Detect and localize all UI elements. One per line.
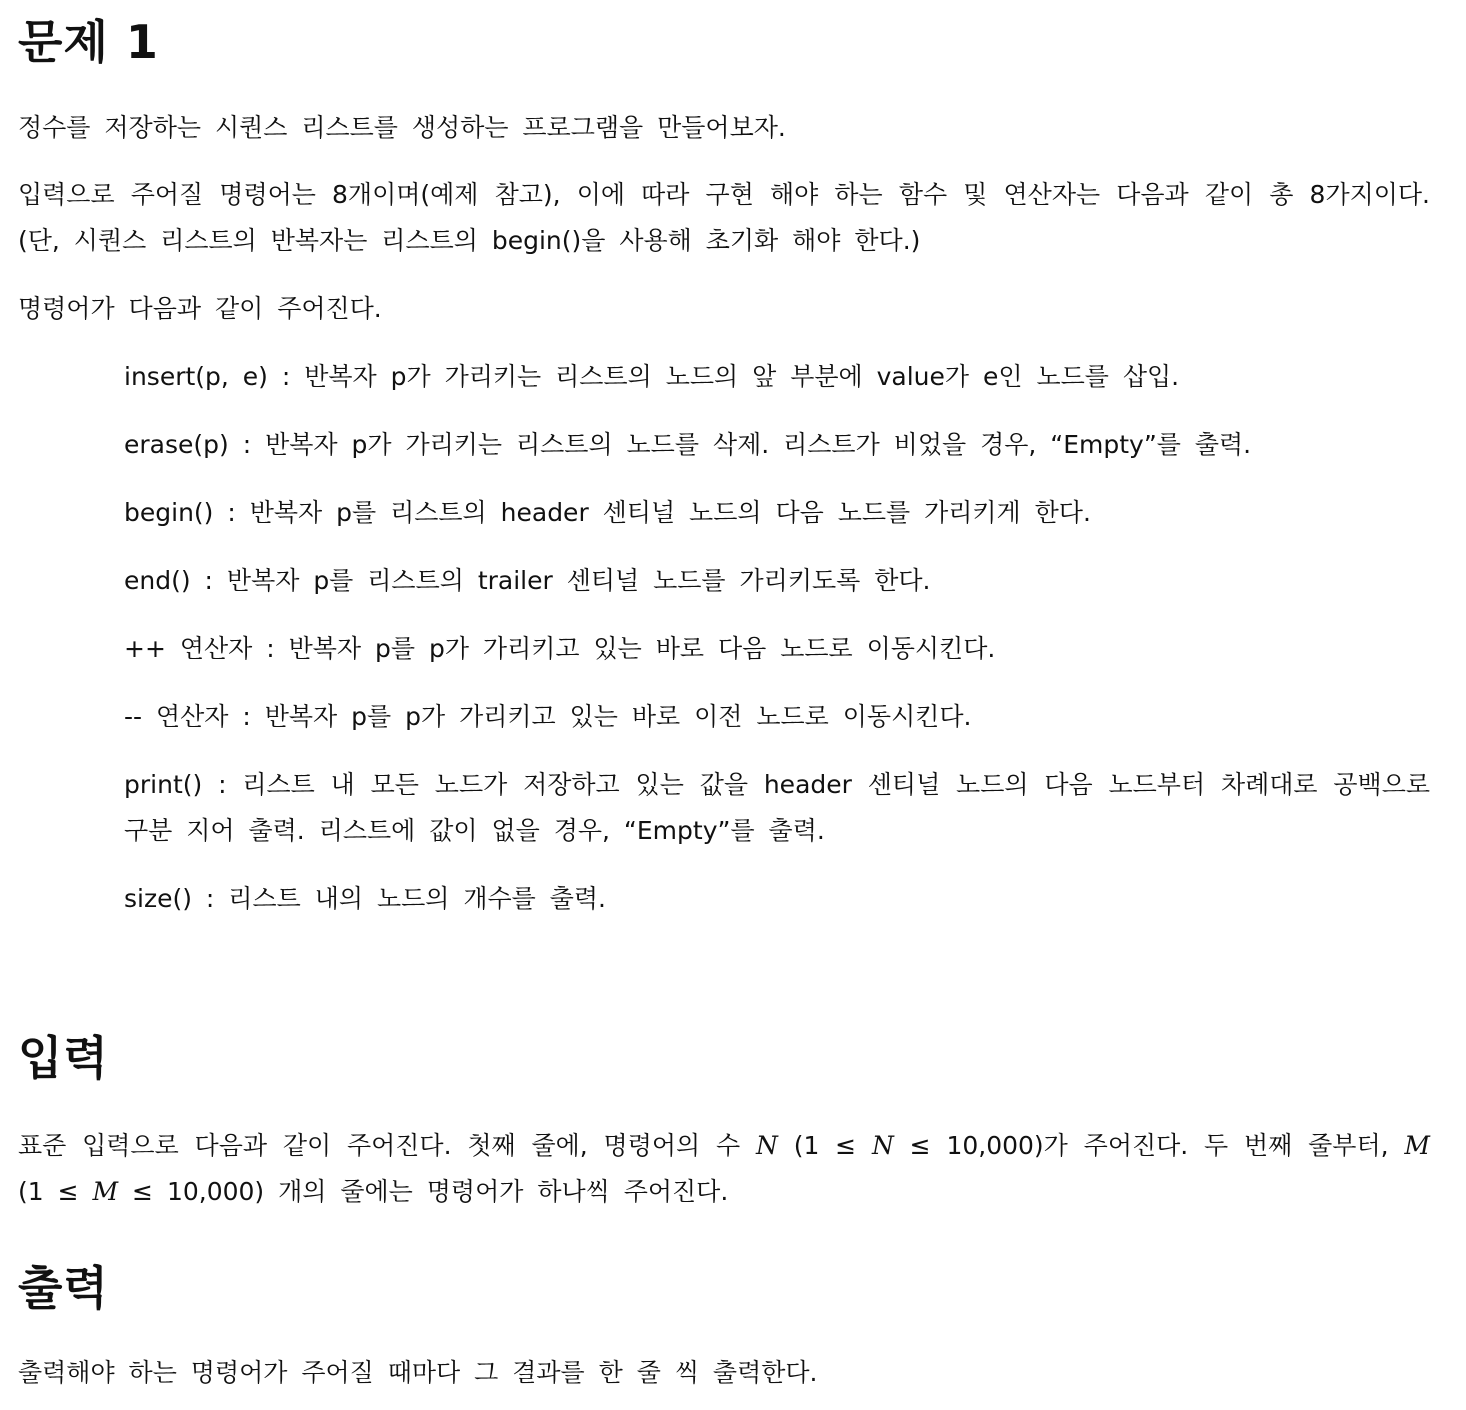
input-text-a: 표준 입력으로 다음과 같이 주어진다. 첫째 줄에, 명령어의 수: [18, 1131, 756, 1160]
command-print: print() : 리스트 내 모든 노드가 저장하고 있는 값을 header 센티널 노드의 다음 노드부터 차례대로 공백으로 구분 지어 출력. 리스트에 값이 없을 경우, “Empty”를 출력.: [124, 770, 1430, 845]
var-m-bound: M: [92, 1177, 119, 1206]
output-title: 출력: [18, 1261, 109, 1315]
output-description: 출력해야 하는 명령어가 주어질 때마다 그 결과를 한 줄 씩 출력한다.: [18, 1358, 818, 1387]
command-list: [124, 354, 1430, 944]
command-decrement: -- 연산자 : 반복자 p를 p가 가리키고 있는 바로 이전 노드로 이동시킨다.: [124, 702, 972, 731]
command-begin: begin() : 반복자 p를 리스트의 header 센티널 노드의 다음 노드를 가리키게 한다.: [124, 498, 1091, 527]
commands-note: 입력으로 주어질 명령어는 8개이며(예제 참고), 이에 따라 구현 해야 하는 함수 및 연산자는 다음과 같이 총 8가지이다.(단, 시퀀스 리스트의 반복자는 리스트의 begin()을 사용해 초기화 해야 한다.): [18, 180, 1430, 255]
var-m: M: [1404, 1131, 1430, 1160]
input-description: [18, 1123, 1430, 1215]
var-n-bound: N: [871, 1131, 894, 1160]
command-increment: ++ 연산자 : 반복자 p를 p가 가리키고 있는 바로 다음 노드로 이동시킨다.: [124, 634, 996, 663]
command-insert: insert(p, e) : 반복자 p가 가리키는 리스트의 노드의 앞 부분에 value가 e인 노드를 삽입.: [124, 362, 1180, 391]
input-text-b: (1 ≤: [777, 1131, 872, 1160]
input-text-c: ≤ 10,000)가 주어진다. 두 번째 줄부터,: [893, 1131, 1405, 1160]
commands-intro: 명령어가 다음과 같이 주어진다.: [18, 294, 382, 323]
var-n: N: [755, 1131, 778, 1160]
command-size: size() : 리스트 내의 노드의 개수를 출력.: [124, 884, 606, 913]
command-end: end() : 반복자 p를 리스트의 trailer 센티널 노드를 가리키도록 한다.: [124, 566, 931, 595]
input-text-e: ≤ 10,000) 개의 줄에는 명령어가 하나씩 주어진다.: [118, 1177, 729, 1206]
problem-title: 문제 1: [18, 15, 159, 69]
command-erase: erase(p) : 반복자 p가 가리키는 리스트의 노드를 삭제. 리스트가 비었을 경우, “Empty”를 출력.: [124, 430, 1252, 459]
input-text-d: (1 ≤: [18, 1177, 93, 1206]
input-title: 입력: [18, 1031, 109, 1085]
problem-intro: 정수를 저장하는 시퀀스 리스트를 생성하는 프로그램을 만들어보자.: [18, 113, 786, 142]
